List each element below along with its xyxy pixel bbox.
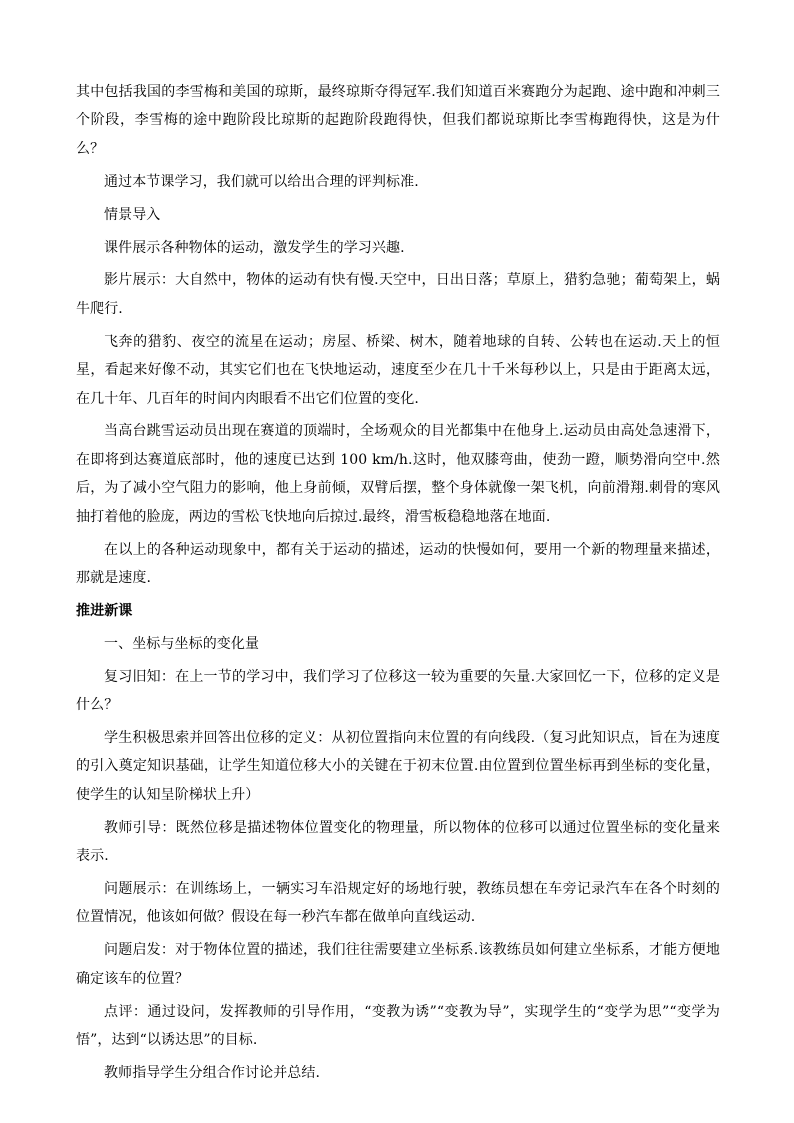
paragraph-speed: 在以上的各种运动现象中，都有关于运动的描述，运动的快慢如何，要用一个新的物理量来描述，那就是速度. — [76, 541, 720, 586]
paragraph-ski-jump: 当高台跳雪运动员出现在赛道的顶端时，全场观众的目光都集中在他身上.运动员由高处急速滑下，在即将到达赛道底部时，他的速度已达到 100 km/h.这时，他双膝弯曲，使劲一蹬，顺势滑向空中.然后，为了减小空气阻力的影响，他上身前倾，双臂后摆，整个身体就像一架飞机，向前滑翔.刺骨的寒风抽打着他的脸庞，两边的雪松飞快地向后掠过.最终，滑雪板稳稳地落在地面. — [76, 423, 720, 525]
paragraph-scene-intro-heading: 情景导入 — [104, 206, 161, 223]
paragraph-teacher-guide: 教师引导：既然位移是描述物体位置变化的物理量，所以物体的位移可以通过位置坐标的变化量来表示. — [76, 819, 720, 865]
document-page — [76, 78, 720, 1092]
paragraph-review: 复习旧知：在上一节的学习中，我们学习了位移这一较为重要的矢量.大家回忆一下，位移的定义是什么？ — [76, 668, 720, 714]
subsection-heading-coordinates: 一、坐标与坐标的变化量 — [104, 635, 260, 652]
paragraph-group-discussion: 教师指导学生分组合作讨论并总结. — [104, 1065, 321, 1081]
paragraph-film: 影片展示：大自然中，物体的运动有快有慢.天空中，日出日落；草原上，猎豹急驰；葡萄架上，蜗牛爬行. — [76, 272, 720, 317]
paragraph-intro-question: 其中包括我国的李雪梅和美国的琼斯，最终琼斯夺得冠军.我们知道百米赛跑分为起跑、途中跑和冲刺三个阶段，李雪梅的途中跑阶段比琼斯的起跑阶段跑得快，但我们都说琼斯比李雪梅跑得快，这是为什么？ — [76, 84, 720, 157]
paragraph-problem: 问题展示：在训练场上，一辆实习车沿规定好的场地行驶，教练员想在车旁记录汽车在各个时刻的位置情况，他该如何做？假设在每一秒汽车都在做单向直线运动. — [76, 881, 720, 926]
paragraph-student-answer: 学生积极思索并回答出位移的定义：从初位置指向末位置的有向线段.（复习此知识点，旨在为速度的引入奠定知识基础，让学生知道位移大小的关键在于初末位置.由位置到位置坐标再到坐标的变化量，使学生的认知呈阶梯状上升） — [76, 730, 720, 803]
paragraph-stars: 飞奔的猎豹、夜空的流星在运动；房屋、桥梁、树木，随着地球的自转、公转也在运动.天上的恒星，看起来好像不动，其实它们也在飞快地运动，速度至少在几十千米每秒以上，只是由于距离太远，在几十年、几百年的时间内肉眼看不出它们位置的变化. — [76, 333, 720, 407]
paragraph-comment: 点评：通过设问，发挥教师的引导作用，“变教为诱”“变教为导”，实现学生的“变学为思”“变学为悟”，达到“以诱达思”的目标. — [76, 1003, 720, 1049]
paragraph-inspiration: 问题启发：对于物体位置的描述，我们往往需要建立坐标系.该教练员如何建立坐标系，才能方便地确定该车的位置？ — [76, 942, 720, 987]
paragraph-standard: 通过本节课学习，我们就可以给出合理的评判标准. — [104, 173, 419, 190]
section-heading-new-lesson: 推进新课 — [76, 602, 133, 619]
paragraph-courseware: 课件展示各种物体的运动，激发学生的学习兴趣. — [104, 239, 405, 256]
